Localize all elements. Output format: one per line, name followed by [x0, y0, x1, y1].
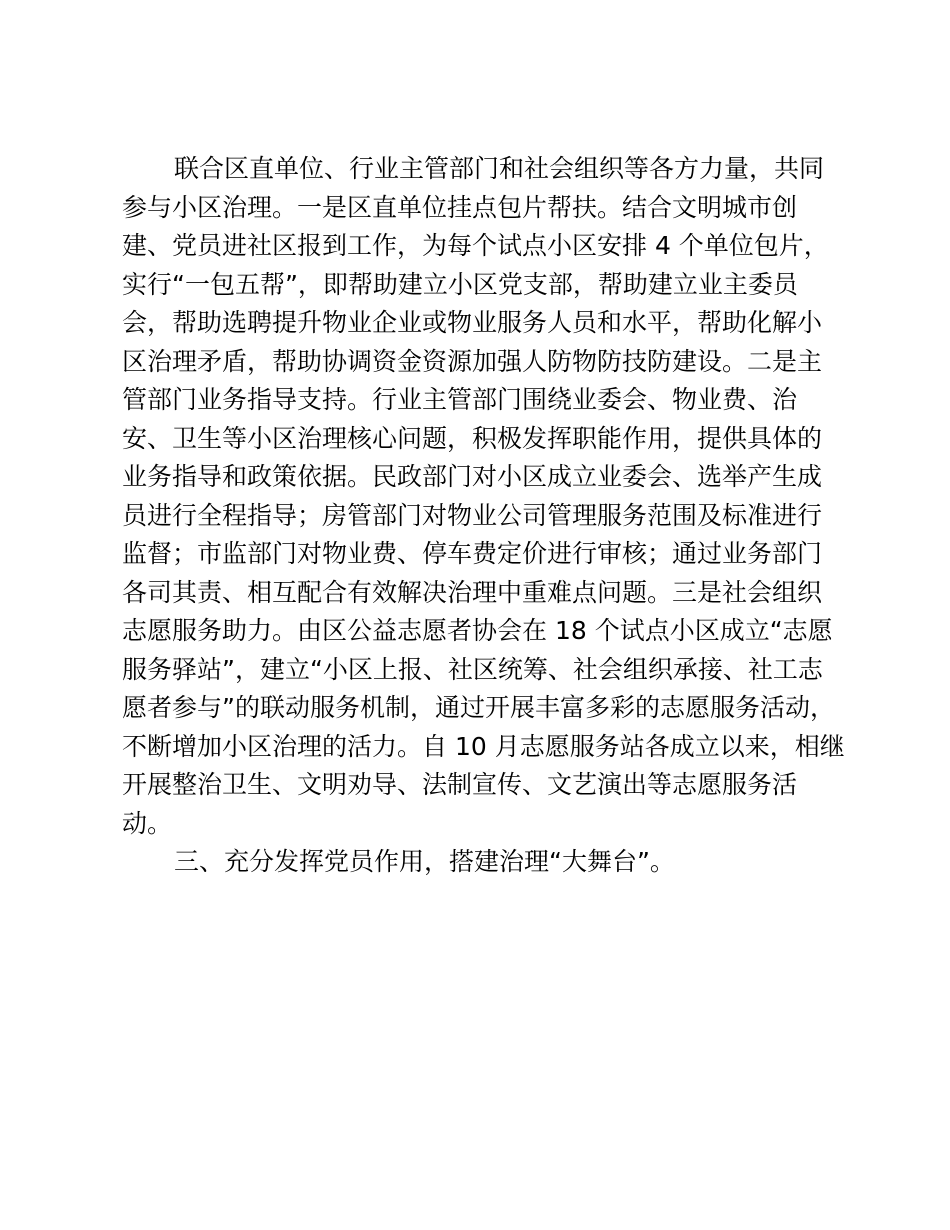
paragraph-line: 各司其责、相互配合有效解决治理中重难点问题。三是社会组织	[122, 577, 823, 607]
paragraph-line: 安、卫生等小区治理核心问题，积极发挥职能作用，提供具体的	[122, 423, 823, 453]
paragraph-line: 服务驿站”，建立“小区上报、社区统筹、社会组织承接、社工志	[122, 654, 823, 684]
paragraph-line: 不断增加小区治理的活力。自 10 月志愿服务站各成立以来，相继	[122, 731, 845, 761]
paragraph-line: 员进行全程指导；房管部门对物业公司管理服务范围及标准进行	[122, 500, 823, 530]
paragraph-line: 联合区直单位、行业主管部门和社会组织等各方力量，共同	[174, 154, 825, 183]
paragraph-line: 管部门业务指导支持。行业主管部门围绕业委会、物业费、治	[122, 385, 798, 414]
paragraph-line: 会，帮助选聘提升物业企业或物业服务人员和水平，帮助化解小	[122, 308, 823, 337]
document-body	[122, 150, 845, 882]
paragraph-line: 实行“一包五帮”，即帮助建立小区党支部，帮助建立业主委员	[122, 269, 798, 299]
paragraph-line: 开展整治卫生、文明劝导、法制宣传、文艺演出等志愿服务活	[122, 770, 798, 799]
paragraph-line: 监督；市监部门对物业费、停车费定价进行审核；通过业务部门	[122, 539, 823, 568]
paragraph-line: 志愿服务助力。由区公益志愿者协会在 18 个试点小区成立“志愿	[122, 616, 833, 645]
paragraph-line: 动。	[122, 808, 173, 838]
paragraph-line: 区治理矛盾，帮助协调资金资源加强人防物防技防建设。二是主	[122, 346, 823, 376]
paragraph-line: 建、党员进社区报到工作，为每个试点小区安排 4 个单位包片，	[122, 231, 829, 260]
section-heading: 三、充分发挥党员作用，搭建治理“大舞台”。	[174, 847, 675, 876]
paragraph-line: 参与小区治理。一是区直单位挂点包片帮扶。结合文明城市创	[122, 192, 798, 222]
paragraph-line: 愿者参与”的联动服务机制，通过开展丰富多彩的志愿服务活动，	[122, 693, 835, 722]
paragraph-line: 业务指导和政策依据。民政部门对小区成立业委会、选举产生成	[122, 462, 823, 491]
